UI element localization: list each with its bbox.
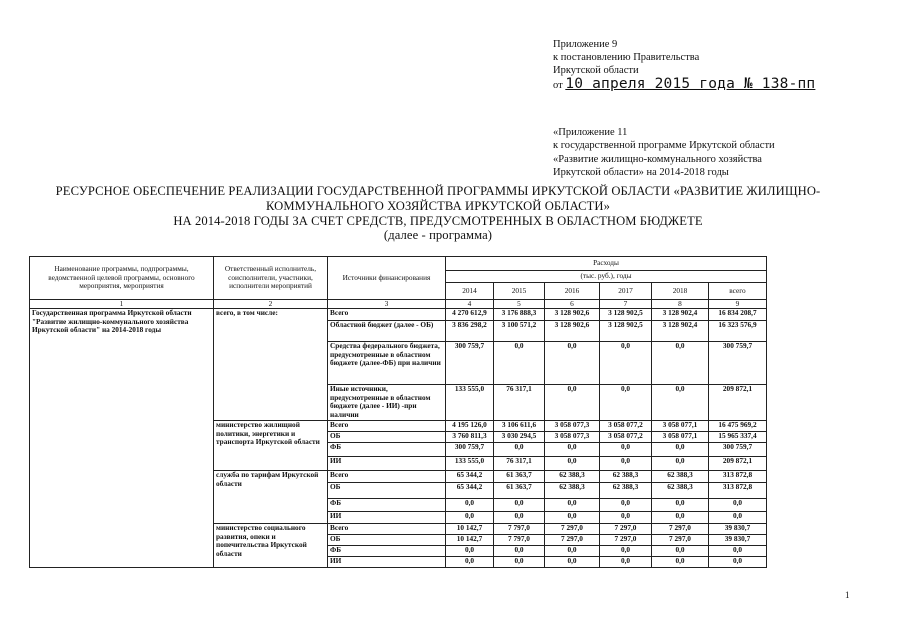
- source-cell: ФБ: [328, 443, 446, 457]
- value-cell: 16 323 576,9: [709, 321, 767, 342]
- resource-table: [29, 256, 767, 568]
- value-cell: 7 797,0: [494, 535, 545, 546]
- value-cell: 16 475 969,2: [709, 421, 767, 432]
- value-cell: 3 058 077,1: [652, 432, 709, 443]
- header-executor: Ответственный исполнитель, соисполнители, участники, исполнители мероприятий: [214, 257, 328, 300]
- source-cell: Всего: [328, 471, 446, 483]
- value-cell: 7 297,0: [652, 535, 709, 546]
- value-cell: 0,0: [494, 342, 545, 385]
- value-cell: 76 317,1: [494, 385, 545, 421]
- value-cell: 0,0: [494, 546, 545, 557]
- value-cell: 0,0: [652, 385, 709, 421]
- annex-block: [553, 38, 815, 92]
- value-cell: 3 836 298,2: [446, 321, 494, 342]
- value-cell: 3 058 077,2: [600, 432, 652, 443]
- value-cell: 61 363,7: [494, 483, 545, 499]
- annex-line-1: Приложение 9: [553, 39, 618, 50]
- year-2015: 2015: [494, 283, 545, 300]
- value-cell: 313 872,8: [709, 471, 767, 483]
- value-cell: 3 760 811,3: [446, 432, 494, 443]
- value-cell: 16 834 208,7: [709, 309, 767, 321]
- value-cell: 0,0: [652, 557, 709, 568]
- value-cell: 0,0: [545, 499, 600, 512]
- title-line-4: (далее - программа): [383, 228, 493, 243]
- value-cell: 300 759,7: [709, 443, 767, 457]
- previous-annex-block: [553, 126, 775, 180]
- prev-annex-line-3: «Развитие жилищно-коммунального хозяйства: [553, 153, 762, 165]
- value-cell: 3 058 077,3: [545, 421, 600, 432]
- header-units: (тыс. руб.), годы: [446, 271, 767, 283]
- value-cell: 0,0: [446, 546, 494, 557]
- value-cell: 62 388,3: [600, 483, 652, 499]
- year-2014: 2014: [446, 283, 494, 300]
- source-cell: Иные источники, предусмотренные в областном бюджете (далее - ИИ) -при наличии: [328, 385, 446, 421]
- value-cell: 3 100 571,2: [494, 321, 545, 342]
- value-cell: 0,0: [652, 342, 709, 385]
- executor-cell: служба по тарифам Иркутской области: [214, 471, 328, 524]
- value-cell: 39 830,7: [709, 535, 767, 546]
- value-cell: 300 759,7: [446, 342, 494, 385]
- value-cell: 209 872,1: [709, 457, 767, 471]
- value-cell: 0,0: [545, 546, 600, 557]
- value-cell: 39 830,7: [709, 524, 767, 535]
- source-cell: ФБ: [328, 499, 446, 512]
- annex-date-prefix: от: [553, 79, 563, 91]
- value-cell: 0,0: [600, 342, 652, 385]
- source-cell: Всего: [328, 524, 446, 535]
- value-cell: 0,0: [652, 546, 709, 557]
- value-cell: 0,0: [709, 546, 767, 557]
- value-cell: 7 797,0: [494, 524, 545, 535]
- source-cell: ОБ: [328, 535, 446, 546]
- source-cell: ИИ: [328, 457, 446, 471]
- source-cell: Областной бюджет (далее - ОБ): [328, 321, 446, 342]
- value-cell: 0,0: [652, 512, 709, 524]
- value-cell: 0,0: [494, 557, 545, 568]
- table-row: [30, 309, 767, 321]
- source-cell: ОБ: [328, 483, 446, 499]
- executor-cell: всего, в том числе:: [214, 309, 328, 421]
- year-total: всего: [709, 283, 767, 300]
- value-cell: 7 297,0: [600, 524, 652, 535]
- header-program: Наименование программы, подпрограммы, ведомственной целевой программы, основного мероприятия, мероприятия: [30, 257, 214, 300]
- colnum-5: 5: [494, 300, 545, 309]
- value-cell: 313 872,8: [709, 483, 767, 499]
- value-cell: 10 142,7: [446, 535, 494, 546]
- value-cell: 0,0: [600, 499, 652, 512]
- value-cell: 3 058 077,2: [600, 421, 652, 432]
- value-cell: 300 759,7: [446, 443, 494, 457]
- value-cell: 3 128 902,6: [545, 321, 600, 342]
- title-line-3: НА 2014-2018 ГОДЫ ЗА СЧЕТ СРЕДСТВ, ПРЕДУСМОТРЕННЫХ В ОБЛАСТНОМ БЮДЖЕТЕ: [173, 213, 703, 228]
- value-cell: 4 270 612,9: [446, 309, 494, 321]
- value-cell: 0,0: [446, 512, 494, 524]
- source-cell: ОБ: [328, 432, 446, 443]
- value-cell: 0,0: [709, 512, 767, 524]
- value-cell: 0,0: [494, 443, 545, 457]
- value-cell: 0,0: [709, 499, 767, 512]
- value-cell: 7 297,0: [652, 524, 709, 535]
- prev-annex-line-2: к государственной программе Иркутской области: [553, 140, 775, 152]
- document-title: [28, 184, 848, 243]
- executor-cell: министерство жилищной политики, энергетики и транспорта Иркутской области: [214, 421, 328, 471]
- value-cell: 0,0: [652, 499, 709, 512]
- value-cell: 0,0: [446, 499, 494, 512]
- annex-date-line: [553, 75, 816, 92]
- value-cell: 10 142,7: [446, 524, 494, 535]
- header-row-1: [30, 257, 767, 271]
- value-cell: 0,0: [600, 385, 652, 421]
- colnum-8: 8: [652, 300, 709, 309]
- value-cell: 3 176 888,3: [494, 309, 545, 321]
- value-cell: 0,0: [600, 443, 652, 457]
- value-cell: 0,0: [545, 457, 600, 471]
- value-cell: 65 344,2: [446, 483, 494, 499]
- value-cell: 0,0: [494, 499, 545, 512]
- value-cell: 4 195 126,0: [446, 421, 494, 432]
- value-cell: 7 297,0: [545, 535, 600, 546]
- source-cell: Всего: [328, 421, 446, 432]
- value-cell: 65 344,2: [446, 471, 494, 483]
- year-2016: 2016: [545, 283, 600, 300]
- colnum-9: 9: [709, 300, 767, 309]
- value-cell: 0,0: [545, 443, 600, 457]
- value-cell: 7 297,0: [545, 524, 600, 535]
- annex-line-3: Иркутской области: [553, 65, 639, 77]
- value-cell: 0,0: [709, 557, 767, 568]
- title-line-2: КОММУНАЛЬНОГО ХОЗЯЙСТВА ИРКУТСКОЙ ОБЛАСТИ»: [265, 198, 611, 213]
- executor-cell: министерство социального развития, опеки и попечительства Иркутской области: [214, 524, 328, 568]
- source-cell: ИИ: [328, 512, 446, 524]
- value-cell: 3 128 902,6: [545, 309, 600, 321]
- value-cell: 0,0: [652, 457, 709, 471]
- annex-line-2: к постановлению Правительства: [553, 52, 700, 64]
- value-cell: 0,0: [652, 443, 709, 457]
- value-cell: 62 388,3: [545, 471, 600, 483]
- value-cell: 0,0: [545, 385, 600, 421]
- value-cell: 62 388,3: [652, 471, 709, 483]
- colnum-7: 7: [600, 300, 652, 309]
- source-cell: Всего: [328, 309, 446, 321]
- value-cell: 61 363,7: [494, 471, 545, 483]
- prev-annex-line-4: Иркутской области» на 2014-2018 годы: [553, 167, 729, 179]
- header-source: Источники финансирования: [328, 257, 446, 300]
- prev-annex-line-1: «Приложение 11: [553, 127, 628, 138]
- value-cell: 3 128 902,5: [600, 309, 652, 321]
- value-cell: 0,0: [545, 557, 600, 568]
- page-number: 1: [845, 590, 850, 600]
- value-cell: 76 317,1: [494, 457, 545, 471]
- value-cell: 7 297,0: [600, 535, 652, 546]
- value-cell: 62 388,3: [600, 471, 652, 483]
- colnum-2: 2: [214, 300, 328, 309]
- value-cell: 0,0: [545, 342, 600, 385]
- annex-date-value: 10 апреля 2015 года № 138-пп: [565, 75, 816, 92]
- value-cell: 3 128 902,4: [652, 309, 709, 321]
- year-2017: 2017: [600, 283, 652, 300]
- colnum-4: 4: [446, 300, 494, 309]
- value-cell: 62 388,3: [545, 483, 600, 499]
- colnum-6: 6: [545, 300, 600, 309]
- source-cell: ФБ: [328, 546, 446, 557]
- year-2018: 2018: [652, 283, 709, 300]
- value-cell: 0,0: [600, 457, 652, 471]
- source-cell: Средства федерального бюджета, предусмотренные в областном бюджете (далее-ФБ) при наличии: [328, 342, 446, 385]
- value-cell: 0,0: [600, 557, 652, 568]
- value-cell: 0,0: [600, 512, 652, 524]
- source-cell: ИИ: [328, 557, 446, 568]
- value-cell: 3 030 294,5: [494, 432, 545, 443]
- value-cell: 133 555,0: [446, 457, 494, 471]
- value-cell: 3 128 902,4: [652, 321, 709, 342]
- value-cell: 209 872,1: [709, 385, 767, 421]
- value-cell: 15 965 337,4: [709, 432, 767, 443]
- value-cell: 0,0: [446, 557, 494, 568]
- value-cell: 62 388,3: [652, 483, 709, 499]
- value-cell: 0,0: [600, 546, 652, 557]
- value-cell: 3 058 077,3: [545, 432, 600, 443]
- value-cell: 300 759,7: [709, 342, 767, 385]
- value-cell: 3 106 611,6: [494, 421, 545, 432]
- value-cell: 3 058 077,1: [652, 421, 709, 432]
- value-cell: 0,0: [494, 512, 545, 524]
- column-numbers-row: [30, 300, 767, 309]
- value-cell: 0,0: [545, 512, 600, 524]
- header-expenses: Расходы: [446, 257, 767, 271]
- title-line-1: РЕСУРСНОЕ ОБЕСПЕЧЕНИЕ РЕАЛИЗАЦИИ ГОСУДАРСТВЕННОЙ ПРОГРАММЫ ИРКУТСКОЙ ОБЛАСТИ «РАЗВИТИЕ ЖИЛИЩНО-: [55, 184, 821, 198]
- colnum-3: 3: [328, 300, 446, 309]
- value-cell: 3 128 902,5: [600, 321, 652, 342]
- colnum-1: 1: [30, 300, 214, 309]
- program-name-cell: Государственная программа Иркутской области "Развитие жилищно-коммунального хозяйства Иркутской области" на 2014-2018 годы: [30, 309, 214, 568]
- value-cell: 133 555,0: [446, 385, 494, 421]
